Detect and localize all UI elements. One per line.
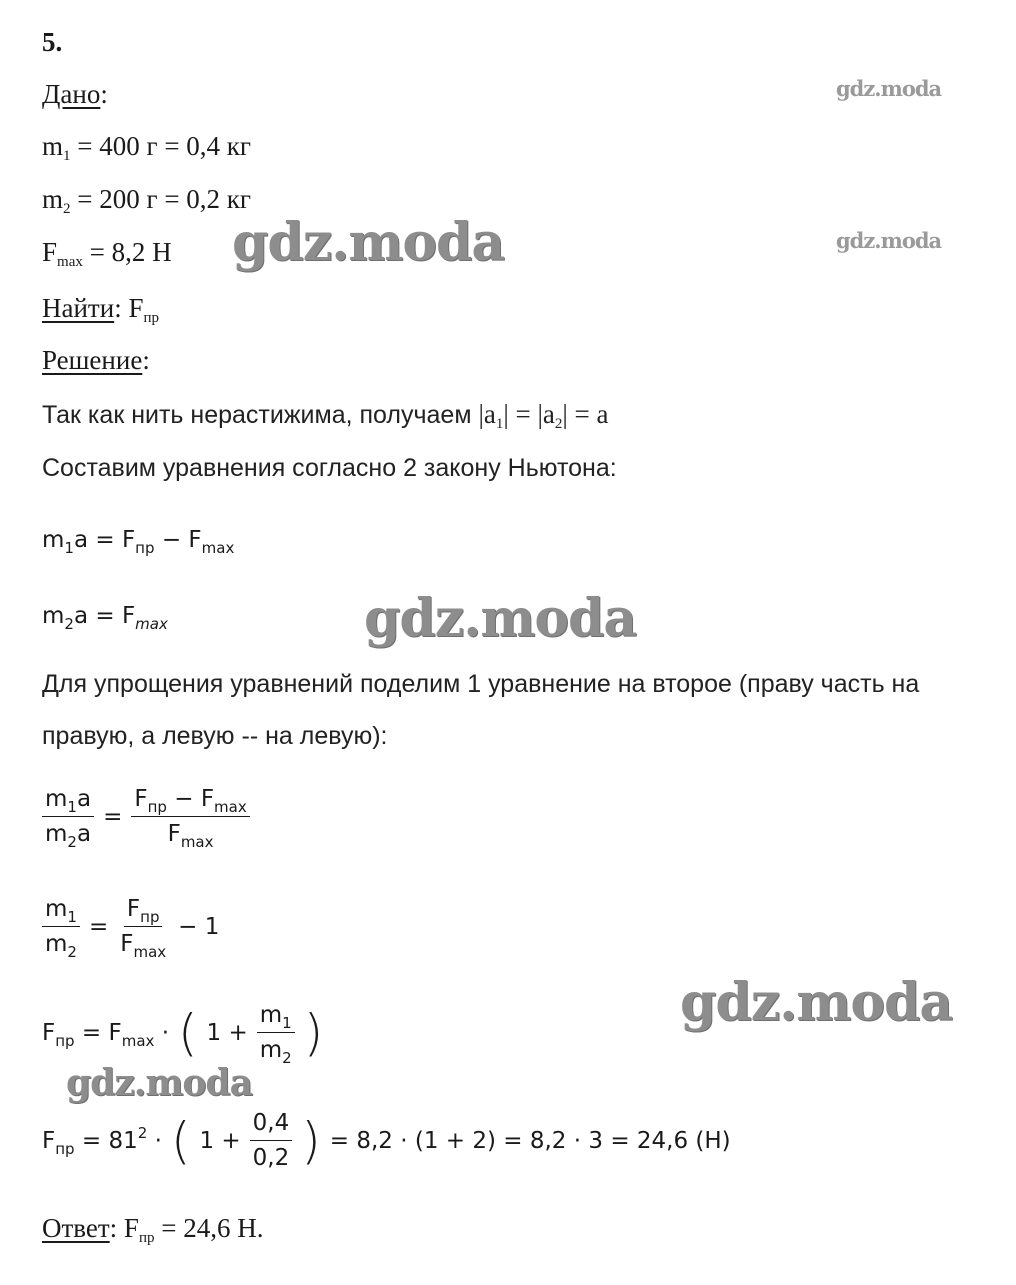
equation-1: $m_1a = F_{пр} - F_{max}$ [42,527,235,557]
m2-value: 200 г = 0,2 кг [99,184,251,214]
fraction-equation-1: $\frac{m_1a}{m_2a}$ = $\frac{F_{пр} - F_{max}}{F_{max}}$ [42,786,250,847]
problem-number: 5. [42,27,63,57]
text-line-1: Так как нить нерастижима, получаем $|a_1| = |a_2| = a$ [42,399,609,432]
answer-label: Ответ [42,1213,110,1243]
frac-left: $\frac{m_1a}{m_2a}$ [42,786,94,847]
frac-formula: $\frac{m_1}{m_2}$ [257,1002,295,1063]
answer-value: = 24,6 Н. [161,1213,264,1243]
frac-calc [250,1110,293,1171]
given-fmax: $F_{max} = 8,2$ Н [42,237,172,270]
find-line: Найти: $F_{пр}$ [42,293,159,326]
m1-value: 400 г = 0,4 кг [99,131,251,161]
calc-rhs: = 8,2 · (1 + 2) = 8,2 · 3 = 24,6 (Н) [329,1127,731,1154]
formula-equation: $F_{пр} = F_{max}$ · ( 1 + $\frac{m_1}{m_2}$ ) [42,1002,324,1067]
calc-lhs: 81 [108,1127,138,1154]
solution-heading: Решение: [42,345,150,375]
text-line-4: правую, а левую -- на левую): [42,722,388,750]
given-m1: $m_1 = 400$ г = 0,4 кг [42,131,251,164]
text-line-3: Для упрощения уравнений поделим 1 уравнение на второе (праву часть на [42,670,920,698]
text-1: Так как нить нерастижима, получаем [42,401,472,429]
equation-2: $m_2a = F_{max}$ [42,603,168,633]
calculation-equation: $F_{пр} = 81^2$ · ( 1 + $\frac{0,4}{0,2}$ ) = 8,2 · (1 + 2) = 8,2 · 3 = 24,6 (Н) [42,1110,731,1171]
answer-line: Ответ: $F_{пр} = 24,6$ Н. [42,1213,264,1246]
watermark-large-3: gdz.moda [680,972,953,1033]
given-heading: Дано: [42,79,108,109]
watermark-right: gdz.moda [836,228,942,253]
find-label: Найти [42,293,115,323]
watermark-large-1: gdz.moda [232,212,505,273]
text-line-2: Составим уравнения согласно 2 закону Ньютона: [42,454,617,482]
calc-den: 0,2 [252,1145,290,1171]
watermark-top-right: gdz.moda [836,76,942,101]
calc-sup: 2 [137,1123,148,1142]
watermark-medium: gdz.moda [66,1062,252,1104]
solution-label: Решение [42,345,143,375]
frac-right: $\frac{F_{пр} - F_{max}}{F_{max}}$ [131,786,249,847]
calc-num: 0,4 [250,1110,293,1141]
fraction-equation-2: $\frac{m_1}{m_2}$ = $\frac{F_{пр}}{F_{max}}$ − 1 [42,896,219,957]
given-label: Дано [42,79,101,109]
given-m2: $m_2 = 200$ г = 0,2 кг [42,184,251,217]
fmax-value: 8,2 Н [111,237,172,267]
frac-masses: $\frac{m_1}{m_2}$ [42,896,80,957]
frac-forces: $\frac{F_{пр}}{F_{max}}$ [120,896,167,961]
watermark-large-2: gdz.moda [364,588,637,649]
